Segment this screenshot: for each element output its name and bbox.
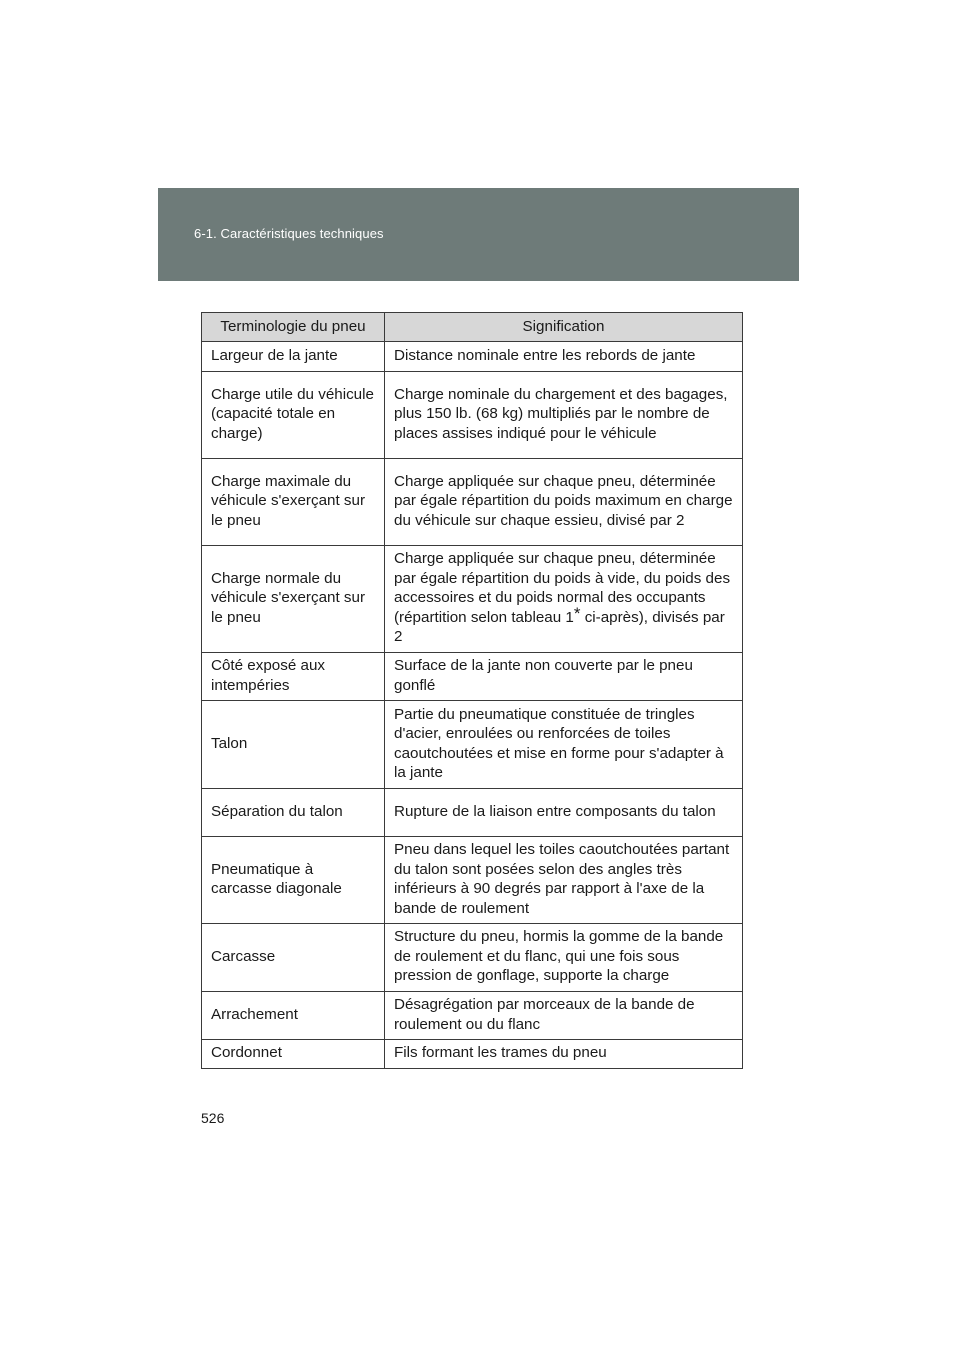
table-row — [202, 372, 743, 459]
term-cell: Talon — [202, 701, 385, 789]
definition-cell: Surface de la jante non couverte par le pneu gonflé — [385, 653, 743, 701]
term-cell: Côté exposé aux intempéries — [202, 653, 385, 701]
column-header-meaning: Signification — [385, 313, 743, 342]
definition-cell — [385, 546, 743, 653]
definition-cell: Rupture de la liaison entre composants du talon — [385, 789, 743, 837]
term-cell: Charge utile du véhicule (capacité totale en charge) — [202, 372, 385, 459]
table-row — [202, 342, 743, 372]
table-row — [202, 546, 743, 653]
section-header-band — [158, 188, 799, 281]
table-header-row — [202, 313, 743, 342]
definition-cell: Structure du pneu, hormis la gomme de la bande de roulement et du flanc, qui une fois sous pression de gonflage, supporte la charge — [385, 924, 743, 992]
term-cell: Charge normale du véhicule s'exerçant sur le pneu — [202, 546, 385, 653]
table-row — [202, 789, 743, 837]
table-row — [202, 837, 743, 924]
term-cell: Charge maximale du véhicule s'exerçant sur le pneu — [202, 459, 385, 546]
definition-text: ci-après), divisés par 2 — [394, 608, 725, 646]
definition-cell: Pneu dans lequel les toiles caoutchoutées partant du talon sont posées selon des angles très inférieurs à 90 degrés par rapport à l'axe de la bande de roulement — [385, 837, 743, 924]
table-row — [202, 924, 743, 992]
definition-cell: Fils formant les trames du pneu — [385, 1040, 743, 1069]
tire-terminology-table — [201, 312, 743, 1069]
table-row — [202, 1040, 743, 1069]
table-row — [202, 459, 743, 546]
section-title: 6-1. Caractéristiques techniques — [194, 226, 384, 241]
definition-cell: Partie du pneumatique constituée de tringles d'acier, enroulées ou renforcées de toiles caoutchoutées et mise en forme pour s'adapter à la jante — [385, 701, 743, 789]
definition-cell: Désagrégation par morceaux de la bande de roulement ou du flanc — [385, 992, 743, 1040]
column-header-term: Terminologie du pneu — [202, 313, 385, 342]
definition-cell: Distance nominale entre les rebords de jante — [385, 342, 743, 372]
term-cell: Cordonnet — [202, 1040, 385, 1069]
term-cell: Arrachement — [202, 992, 385, 1040]
term-cell: Largeur de la jante — [202, 342, 385, 372]
page-number: 526 — [201, 1110, 225, 1126]
definition-cell: Charge nominale du chargement et des bagages, plus 150 lb. (68 kg) multipliés par le nombre de places assises indiqué pour le véhicule — [385, 372, 743, 459]
term-cell: Pneumatique à carcasse diagonale — [202, 837, 385, 924]
footnote-marker: * — [573, 603, 581, 623]
term-cell: Carcasse — [202, 924, 385, 992]
definition-text: Charge appliquée sur chaque pneu, déterminée par égale répartition du poids à vide, du poids des accessoires et du poids normal des occupants (répartition selon tableau 1 — [394, 550, 731, 626]
term-cell: Séparation du talon — [202, 789, 385, 837]
table-row — [202, 653, 743, 701]
table-row — [202, 701, 743, 789]
definition-cell: Charge appliquée sur chaque pneu, déterminée par égale répartition du poids maximum en charge du véhicule sur chaque essieu, divisé par 2 — [385, 459, 743, 546]
table-row — [202, 992, 743, 1040]
